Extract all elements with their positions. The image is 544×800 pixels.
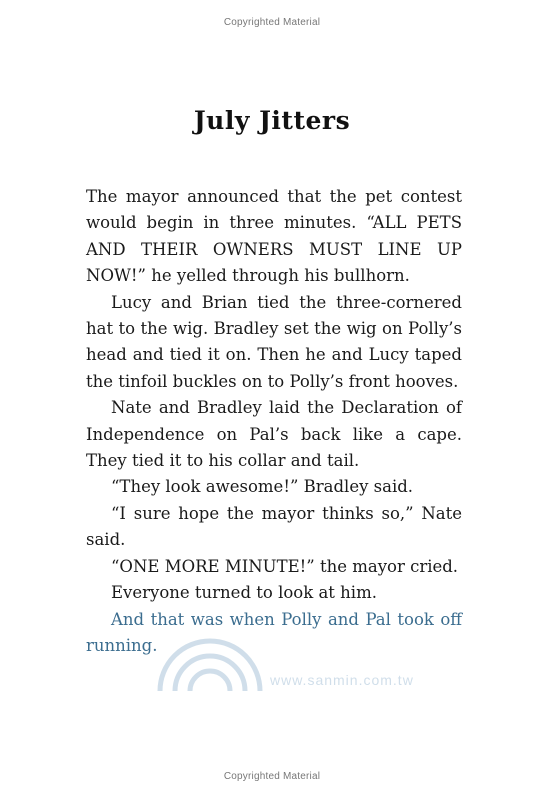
- paragraph: Lucy and Brian tied the three-cornered hat to the wig. Bradley set the wig on Polly’s head and tied it on. Then he and Lucy taped the tinfoil buckles on to Polly’s front hooves.: [86, 292, 462, 391]
- chapter-title: July Jitters: [193, 106, 351, 135]
- paragraph: The mayor announced that the pet contest would begin in three minutes. “ALL PETS AND THEIR OWNERS MUST LINE UP NOW!” he yelled through his bullhorn.: [86, 187, 462, 286]
- watermark-url: www.sanmin.com.tw: [270, 672, 414, 688]
- paragraph: Nate and Bradley laid the Declaration of Independence on Pal’s back like a cape. They tied it to his collar and tail.: [86, 398, 462, 471]
- copyright-footer: Copyrighted Material: [223, 771, 321, 782]
- paragraph: And that was when Polly and Pal took off running.: [86, 609, 462, 655]
- paragraph: “ONE MORE MINUTE!” the mayor cried.: [111, 556, 459, 576]
- copyright-header: Copyrighted Material: [223, 17, 321, 28]
- story-text: [86, 184, 462, 659]
- paragraph: Everyone turned to look at him.: [111, 583, 377, 603]
- paragraph: “They look awesome!” Bradley said.: [111, 477, 414, 497]
- paragraph: “I sure hope the mayor thinks so,” Nate said.: [86, 503, 462, 550]
